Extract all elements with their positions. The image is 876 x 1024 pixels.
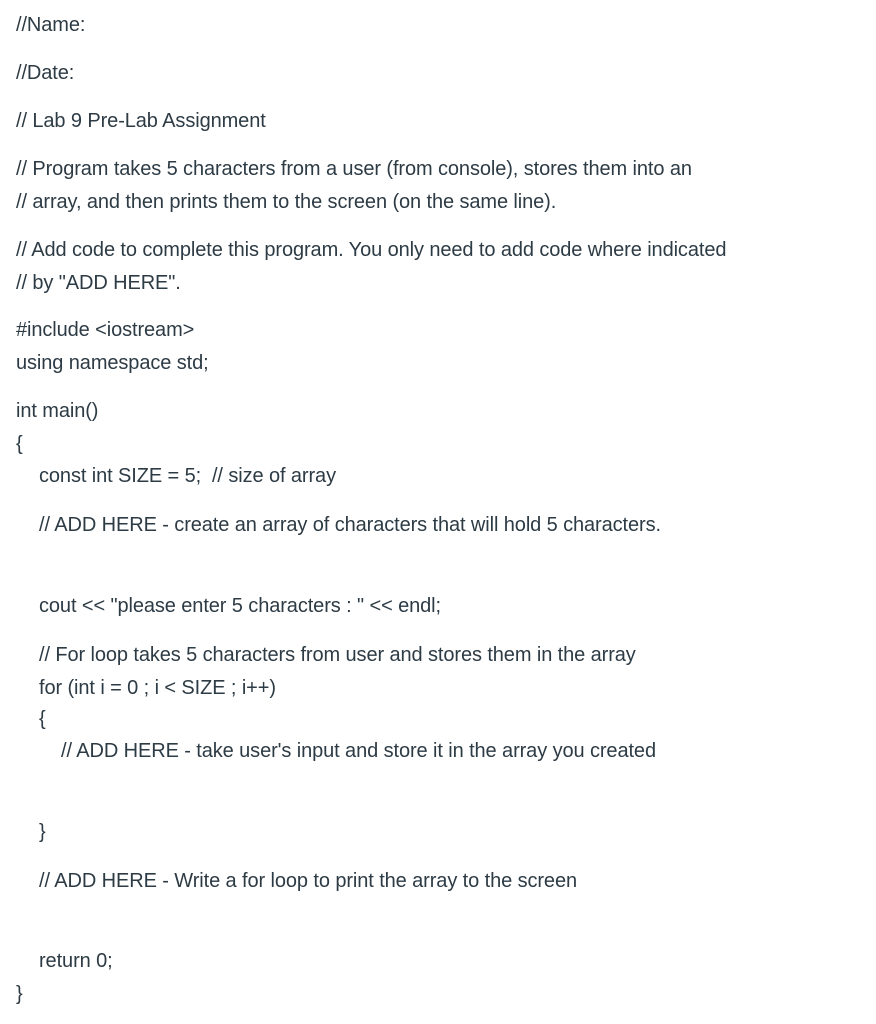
instructions-line-1: // Add code to complete this program. You only need to add code where indicated xyxy=(16,239,727,261)
lab-title-comment: // Lab 9 Pre-Lab Assignment xyxy=(16,110,266,132)
for-statement: for (int i = 0 ; i < SIZE ; i++) xyxy=(39,677,276,699)
add-here-print-comment: // ADD HERE - Write a for loop to print the array to the screen xyxy=(39,870,577,892)
for-open-brace: { xyxy=(39,708,46,730)
return-statement: return 0; xyxy=(39,950,113,972)
main-signature: int main() xyxy=(16,400,99,422)
const-size-declaration: const int SIZE = 5; // size of array xyxy=(39,465,336,487)
for-loop-comment: // For loop takes 5 characters from user and stores them in the array xyxy=(39,644,636,666)
include-directive: #include <iostream> xyxy=(16,319,195,341)
description-line-1: // Program takes 5 characters from a user (from console), stores them into an xyxy=(16,158,692,180)
cout-prompt: cout << "please enter 5 characters : " << endl; xyxy=(39,595,441,617)
name-comment: //Name: xyxy=(16,14,86,36)
description-line-2: // array, and then prints them to the screen (on the same line). xyxy=(16,191,557,213)
instructions-line-2: // by "ADD HERE". xyxy=(16,272,181,294)
main-close-brace: } xyxy=(16,983,23,1005)
for-close-brace: } xyxy=(39,821,46,843)
date-comment: //Date: xyxy=(16,62,75,84)
main-open-brace: { xyxy=(16,433,23,455)
add-here-input-comment: // ADD HERE - take user's input and store it in the array you created xyxy=(61,740,656,762)
add-here-array-comment: // ADD HERE - create an array of characters that will hold 5 characters. xyxy=(39,514,661,536)
using-namespace: using namespace std; xyxy=(16,352,209,374)
